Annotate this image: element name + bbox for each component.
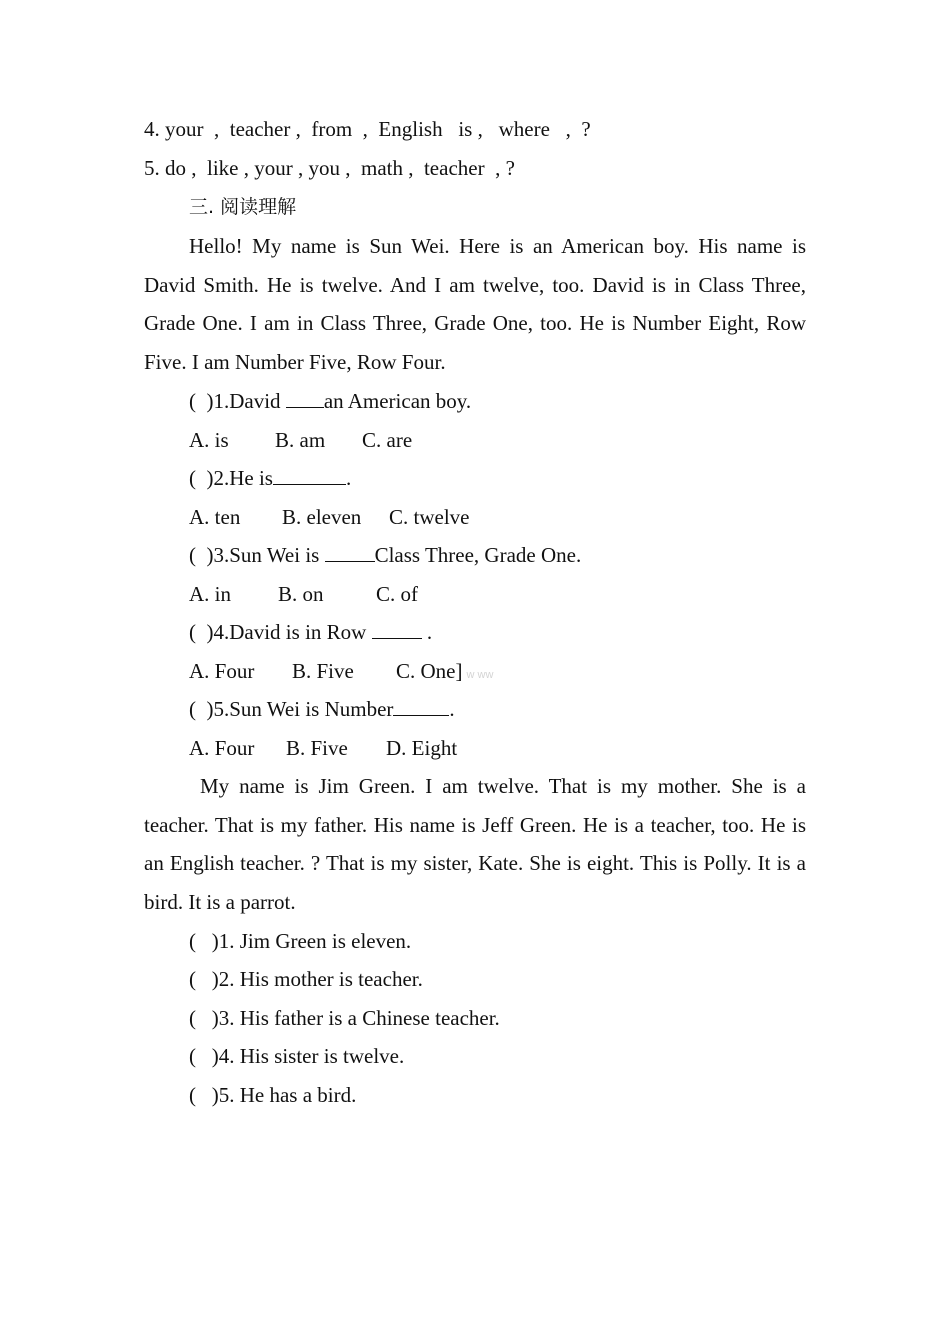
question-text-end: .: [421, 620, 433, 644]
question-text-end: an American boy.: [323, 389, 472, 413]
question-text-end: .: [345, 466, 352, 490]
option-b: B. Five: [292, 659, 354, 683]
reading-passage-1: Hello! My name is Sun Wei. Here is an American boy. His name is David Smith. He is twelve. And I am twelve, too. David is in Class Three, Grade One. I am in Class Three, Grade One, too. He is Number Eight, Row Five. I am Number Five, Row Four.: [144, 234, 806, 375]
question-text-end: .: [449, 697, 455, 721]
question-1-5: [189, 697, 455, 721]
option-a: A. Four: [189, 736, 255, 760]
answer-blank: [372, 620, 422, 639]
answer-blank: [325, 543, 375, 562]
statement-2-5: ( )5. He has a bird.: [189, 1083, 357, 1107]
reading-passage-2: My name is Jim Green. I am twelve. That is my mother. She is a teacher. That is my father. His name is Jeff Green. He is a teacher, too. He is an English teacher. ? That is my sister, Kate. She is eight. This is Polly. It is a bird. It is a parrot.: [144, 774, 806, 915]
option-a: A. is: [189, 428, 229, 452]
watermark-text: w ww: [466, 669, 494, 681]
option-c: C. are: [362, 428, 413, 452]
section-heading-reading: 三. 阅读理解: [189, 196, 297, 218]
question-text: ( )4.David is in Row: [189, 620, 372, 644]
option-c: C. twelve: [389, 505, 470, 529]
question-text: ( )2.He is: [189, 466, 273, 490]
reorder-question-4: 4. your , teacher , from , English is , where , ?: [144, 117, 591, 141]
statement-2-4: ( )4. His sister is twelve.: [189, 1044, 405, 1068]
statement-2-2: ( )2. His mother is teacher.: [189, 967, 423, 991]
option-b: B. on: [278, 582, 324, 606]
option-b: B. Five: [286, 736, 348, 760]
option-a: A. Four: [189, 659, 255, 683]
question-1-1: [189, 389, 471, 413]
question-text: ( )1.David: [189, 389, 286, 413]
answer-blank: [393, 697, 449, 716]
option-a: A. ten: [189, 505, 241, 529]
options-1-3: [189, 582, 418, 606]
question-text: ( )3.Sun Wei is: [189, 543, 325, 567]
reorder-question-5: 5. do , like , your , you , math , teacher , ?: [144, 156, 515, 180]
question-1-4: [189, 620, 432, 644]
option-b: B. eleven: [282, 505, 362, 529]
options-1-1: [189, 428, 412, 452]
answer-blank: [273, 466, 346, 485]
question-text-end: Class Three, Grade One.: [374, 543, 582, 567]
option-d: D. Eight: [386, 736, 458, 760]
option-c: C. One]: [396, 659, 463, 683]
option-a: A. in: [189, 582, 231, 606]
question-1-2: [189, 466, 351, 490]
option-c: C. of: [376, 582, 418, 606]
options-1-5: [189, 736, 457, 760]
statement-2-1: ( )1. Jim Green is eleven.: [189, 929, 412, 953]
answer-blank: [286, 389, 324, 408]
question-1-3: [189, 543, 581, 567]
question-text: ( )5.Sun Wei is Number: [189, 697, 394, 721]
options-1-2: [189, 505, 469, 529]
options-1-4: [189, 659, 493, 687]
option-b: B. am: [275, 428, 326, 452]
statement-2-3: ( )3. His father is a Chinese teacher.: [189, 1006, 500, 1030]
